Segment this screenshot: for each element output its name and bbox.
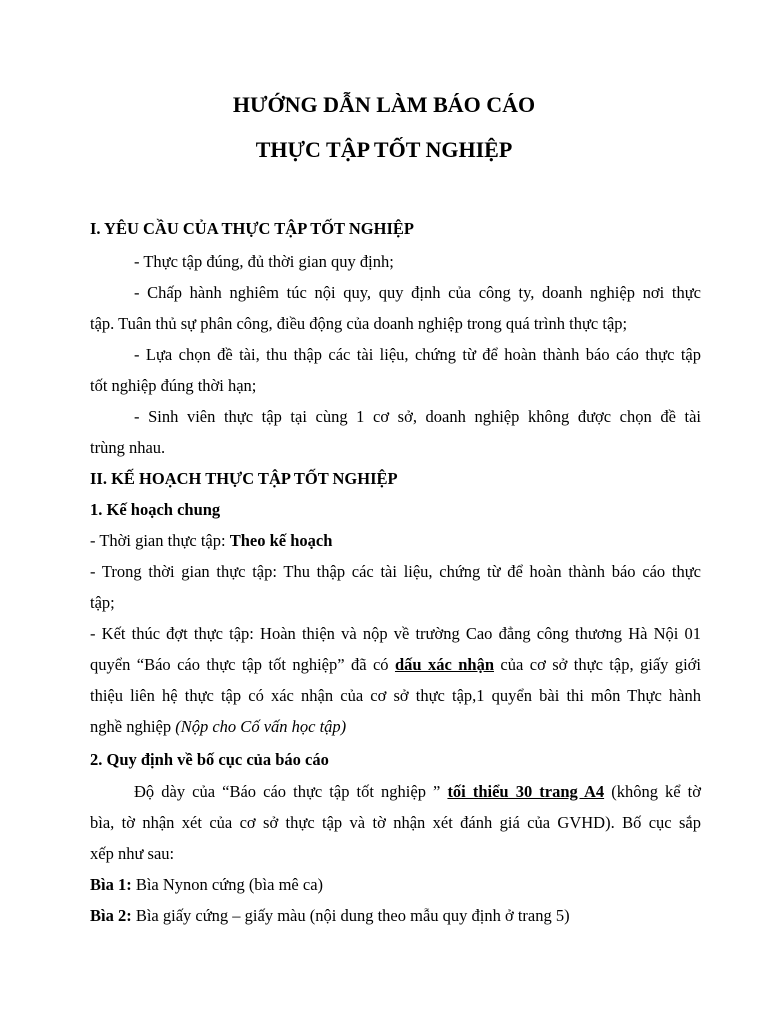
subsection1-heading: 1. Kế hoạch chung	[90, 500, 221, 519]
report-length-line3: xếp như sau:	[90, 844, 175, 863]
end-internship-line4-start: nghề nghiệp	[90, 717, 176, 736]
cover2-text: Bìa giấy cứng – giấy màu (nội dung theo mẫu quy định ở trang 5)	[131, 906, 570, 925]
section1-item4-line2: trùng nhau.	[90, 438, 166, 457]
submit-note: (Nộp cho Cố vấn học tập)	[175, 717, 347, 736]
cover1-text: Bìa Nynon cứng (bìa mê ca)	[131, 875, 324, 894]
internship-time-value: Theo kế hoạch	[229, 531, 333, 550]
end-internship-line4	[90, 716, 701, 738]
during-internship-line2: tập;	[90, 593, 115, 612]
confirmation-stamp-emphasis: dấu xác nhận	[394, 655, 495, 674]
end-internship-line2-end: của cơ sở thực tập, giấy giới	[494, 655, 701, 674]
internship-time-label: - Thời gian thực tập:	[90, 531, 230, 550]
during-internship-line1: - Trong thời gian thực tập: Thu thập các tài liệu, chứng từ để hoàn thành báo cáo thực	[90, 562, 701, 581]
document-title-line1: HƯỚNG DẪN LÀM BÁO CÁO	[232, 92, 536, 117]
cover2-line	[90, 905, 701, 927]
report-length-line1	[134, 781, 701, 803]
cover1-line	[90, 874, 701, 896]
end-internship-line3: thiệu liên hệ thực tập có xác nhận của cơ sở thực tập,1 quyển bài thi môn Thực hành	[90, 686, 701, 705]
minimum-pages-emphasis: tối thiểu 30 trang A4	[447, 782, 605, 801]
document-title-line2: THỰC TẬP TỐT NGHIỆP	[255, 137, 513, 162]
end-internship-line2	[90, 654, 701, 676]
section1-item3-line1: - Lựa chọn đề tài, thu thập các tài liệu, chứng từ để hoàn thành báo cáo thực tập	[134, 345, 701, 364]
section1-item4-line1: - Sinh viên thực tập tại cùng 1 cơ sở, doanh nghiệp không được chọn đề tài	[134, 407, 701, 426]
end-internship-line2-start: quyển “Báo cáo thực tập tốt nghiệp” đã có	[90, 655, 395, 674]
report-length-line2: bìa, tờ nhận xét của cơ sở thực tập và tờ nhận xét đánh giá của GVHD). Bố cục sắp	[90, 813, 701, 832]
cover1-label: Bìa 1:	[90, 875, 132, 894]
section1-item2-line2: tập. Tuân thủ sự phân công, điều động của doanh nghiệp trong quá trình thực tập;	[90, 314, 628, 333]
cover2-label: Bìa 2:	[90, 906, 132, 925]
section1-item2-line1: - Chấp hành nghiêm túc nội quy, quy định của công ty, doanh nghiệp nơi thực	[134, 283, 701, 302]
section1-item1: - Thực tập đúng, đủ thời gian quy định;	[134, 252, 394, 271]
report-length-line1-end: (không kể tờ	[604, 782, 701, 801]
internship-time-line	[90, 530, 701, 552]
subsection2-heading: 2. Quy định về bố cục của báo cáo	[90, 750, 329, 769]
section1-item3-line2: tốt nghiệp đúng thời hạn;	[90, 376, 257, 395]
report-length-line1-start: Độ dày của “Báo cáo thực tập tốt nghiệp ”	[134, 782, 448, 801]
section1-heading: I. YÊU CẦU CỦA THỰC TẬP TỐT NGHIỆP	[90, 219, 414, 238]
section2-heading: II. KẾ HOẠCH THỰC TẬP TỐT NGHIỆP	[90, 469, 398, 488]
end-internship-line1: - Kết thúc đợt thực tập: Hoàn thiện và nộp về trường Cao đẳng công thương Hà Nội 01	[90, 624, 701, 643]
